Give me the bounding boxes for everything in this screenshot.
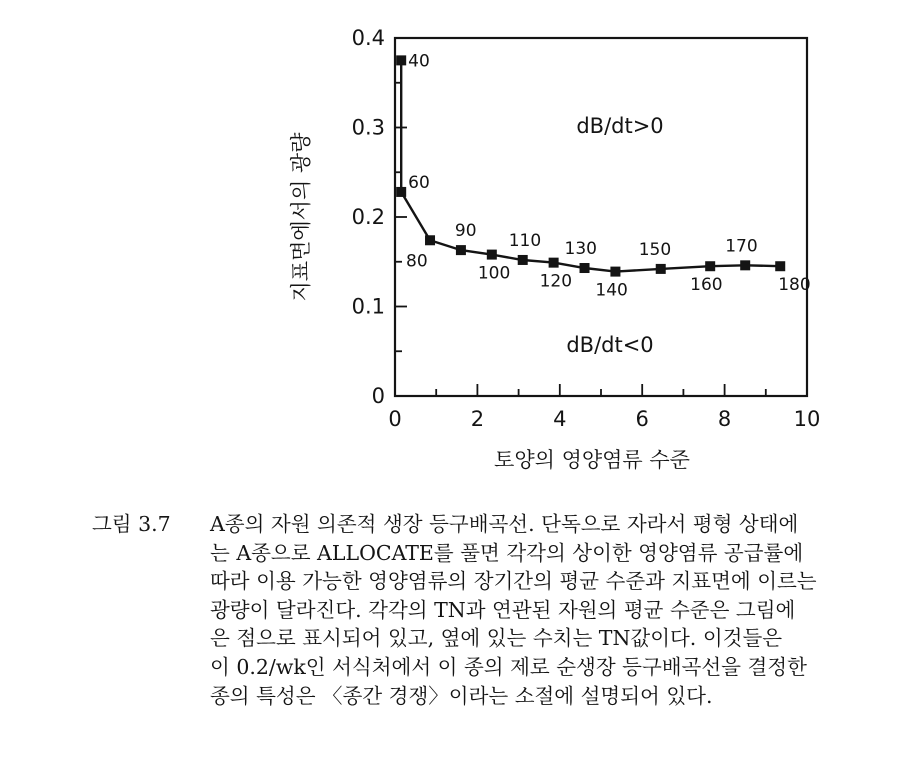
data-label: 90 <box>454 221 477 242</box>
caption-text: 광량이 달라진다. 각각의 TN과 연관된 자원의 평균 수준은 그림에 <box>210 597 796 622</box>
data-label: 120 <box>539 271 573 292</box>
data-point <box>396 55 406 65</box>
caption-line-5 <box>92 624 922 653</box>
data-point <box>705 261 715 271</box>
data-label: 150 <box>638 239 672 260</box>
data-label: 40 <box>408 51 430 72</box>
caption-line-7 <box>92 682 922 711</box>
data-label: 140 <box>595 280 628 301</box>
data-point <box>425 235 435 245</box>
y-tick-label: 0.2 <box>351 205 385 229</box>
data-label: 180 <box>778 275 811 296</box>
caption-line-3 <box>92 567 922 596</box>
caption-text: 이 0.2/wk인 서식처에서 이 종의 제로 순생장 등구배곡선을 결정한 <box>210 654 807 679</box>
x-tick-label: 2 <box>470 407 485 431</box>
data-label: 80 <box>406 251 428 272</box>
data-point <box>487 250 497 260</box>
data-point <box>656 264 666 274</box>
data-label: 100 <box>477 263 511 284</box>
caption-line-4 <box>92 596 922 625</box>
y-tick-labels <box>352 26 385 408</box>
y-tick-label: 0.3 <box>351 115 385 140</box>
caption-text: 는 A종으로 ALLOCATE를 풀면 각각의 상이한 영양염류 공급률에 <box>210 540 804 565</box>
y-tick-label: 0.1 <box>351 294 385 319</box>
caption-label: 그림 3.7 <box>92 512 171 536</box>
x-tick-label: 4 <box>553 407 567 431</box>
x-tick-label: 6 <box>635 407 649 431</box>
data-label: 130 <box>564 239 597 260</box>
data-point <box>775 261 785 271</box>
annotation-positive: dB/dt>0 <box>576 114 664 138</box>
data-point <box>396 187 406 197</box>
data-point <box>740 260 750 270</box>
data-point <box>549 258 559 268</box>
data-label: 160 <box>690 275 723 296</box>
data-point <box>456 245 466 255</box>
data-point <box>580 263 590 273</box>
caption-line-6 <box>92 653 922 682</box>
x-tick-label: 0 <box>388 407 402 431</box>
x-tick-label: 10 <box>793 407 821 431</box>
y-tick-label: 0 <box>371 384 385 408</box>
data-label: 60 <box>408 172 430 193</box>
y-axis-label: 지표면에서의 광량 <box>289 132 313 302</box>
caption-text: A종의 자원 의존적 생장 등구배곡선. 단독으로 자라서 평형 상태에 <box>210 512 799 536</box>
data-point <box>518 255 528 265</box>
x-tick-label: 8 <box>717 407 732 431</box>
data-point <box>610 267 620 277</box>
caption-line-1 <box>92 510 922 539</box>
x-tick-labels <box>388 407 820 431</box>
data-label: 170 <box>725 236 758 257</box>
caption-text: 은 점으로 표시되어 있고, 옆에 있는 수치는 TN값이다. 이것들은 <box>210 626 783 651</box>
x-axis-label: 토양의 영양염류 수준 <box>494 448 690 472</box>
y-tick-label: 0.4 <box>351 26 385 50</box>
annotation-negative: dB/dt<0 <box>566 333 654 357</box>
caption-text: 종의 특성은 〈종간 경쟁〉이라는 소절에 설명되어 있다. <box>210 683 713 708</box>
caption-line-2 <box>92 539 922 568</box>
data-label: 110 <box>508 230 542 251</box>
caption-text: 따라 이용 가능한 영양염류의 장기간의 평균 수준과 지표면에 이르는 <box>210 569 817 594</box>
figure-caption <box>92 510 922 710</box>
